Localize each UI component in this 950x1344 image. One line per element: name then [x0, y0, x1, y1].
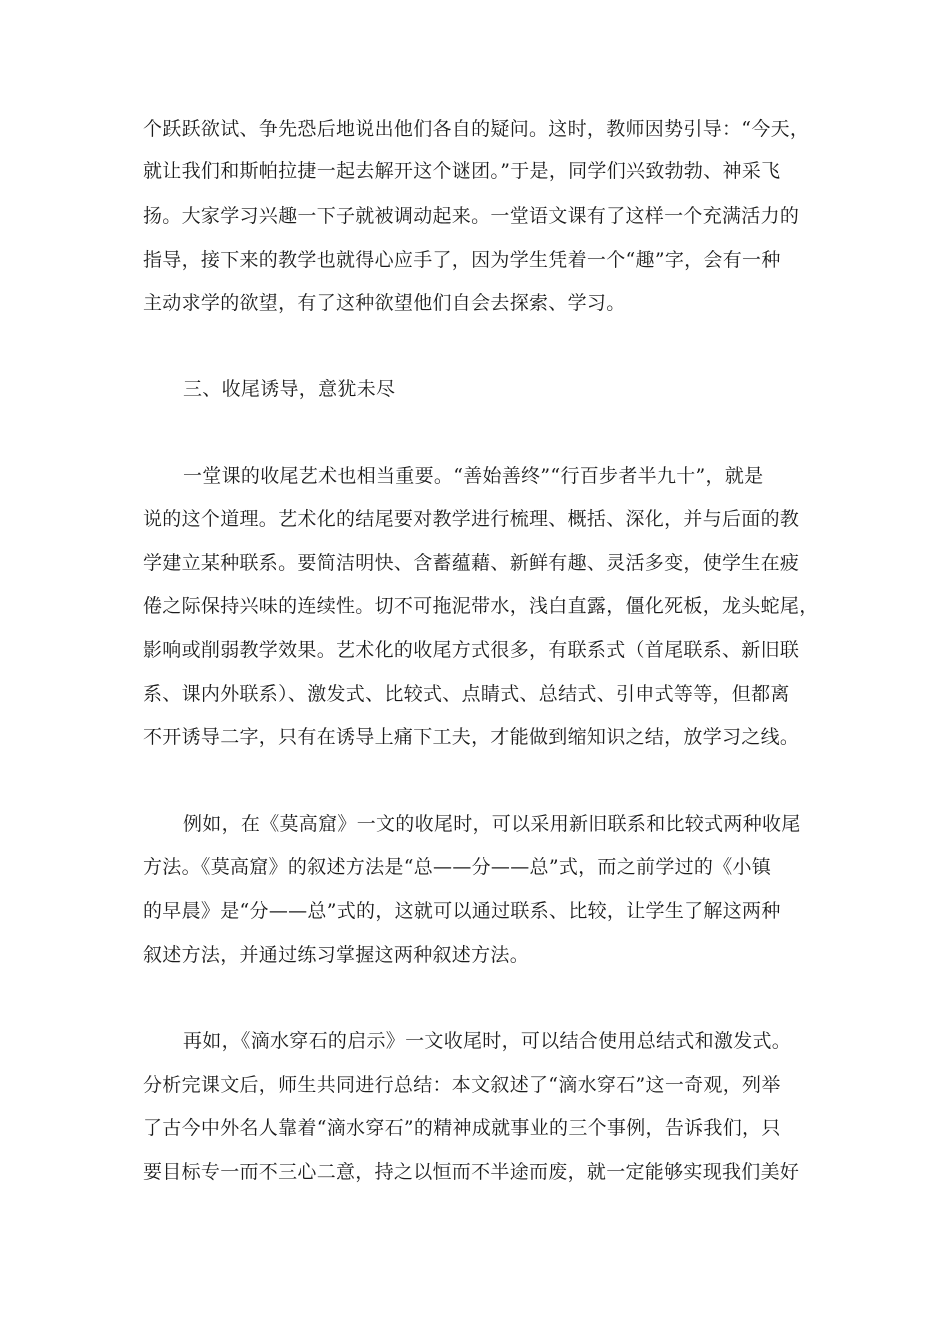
paragraph-4-line-1: 再如，《滴水穿石的启示》一文收尾时，可以结合使用总结式和激发式。: [183, 1030, 792, 1052]
paragraph-3-line-2: 方法。《莫高窟》的叙述方法是“总——分——总”式，而之前学过的《小镇: [143, 856, 772, 878]
paragraph-1-line-2: 就让我们和斯帕拉捷一起去解开这个谜团。”于是，同学们兴致勃勃、神采飞: [143, 160, 781, 182]
paragraph-2-line-1: 一堂课的收尾艺术也相当重要。“善始善终”“行百步者半九十”，就是: [183, 465, 764, 487]
paragraph-3-line-1: 例如，在《莫高窟》一文的收尾时，可以采用新旧联系和比较式两种收尾: [183, 813, 801, 835]
paragraph-1-line-5: 主动求学的欲望，有了这种欲望他们自会去探索、学习。: [143, 292, 626, 314]
paragraph-1-line-4: 指导，接下来的教学也就得心应手了，因为学生凭着一个“趣”字，会有一种: [143, 249, 781, 271]
paragraph-2-line-5: 影响或削弱教学效果。艺术化的收尾方式很多，有联系式（首尾联系、新旧联: [143, 639, 800, 661]
paragraph-2-line-3: 学建立某种联系。要简洁明快、含蓄蕴藉、新鲜有趣、灵活多变，使学生在疲: [143, 552, 800, 574]
paragraph-2-line-2: 说的这个道理。艺术化的结尾要对教学进行梳理、概括、深化，并与后面的教: [143, 508, 800, 530]
paragraph-4-line-2: 分析完课文后，师生共同进行总结：本文叙述了“滴水穿石”这一奇观，列举: [143, 1074, 781, 1096]
paragraph-4-line-3: 了古今中外名人靠着“滴水穿石”的精神成就事业的三个事例，告诉我们，只: [143, 1117, 781, 1139]
paragraph-3-line-3: 的早晨》是“分——总”式的，这就可以通过联系、比较，让学生了解这两种: [143, 900, 781, 922]
paragraph-2-line-6: 系、课内外联系）、激发式、比较式、点睛式、总结式、引申式等等，但都离: [143, 683, 790, 705]
paragraph-3-line-4: 叙述方法，并通过练习掌握这两种叙述方法。: [143, 944, 530, 966]
paragraph-2-line-7: 不开诱导二字，只有在诱导上痛下工夫，才能做到缩知识之结，放学习之线。: [143, 726, 800, 748]
paragraph-4-line-4: 要目标专一而不三心二意，持之以恒而不半途而废，就一定能够实现我们美好: [143, 1161, 800, 1183]
section-heading: 三、收尾诱导，意犹未尽: [183, 378, 396, 400]
paragraph-2-line-4: 倦之际保持兴味的连续性。切不可拖泥带水，浅白直露，僵化死板，龙头蛇尾，: [143, 595, 819, 617]
paragraph-1-line-3: 扬。大家学习兴趣一下子就被调动起来。一堂语文课有了这样一个充满活力的: [143, 205, 800, 227]
paragraph-1-line-1: 个跃跃欲试、争先恐后地说出他们各自的疑问。这时，教师因势引导：“今天，: [143, 118, 810, 140]
